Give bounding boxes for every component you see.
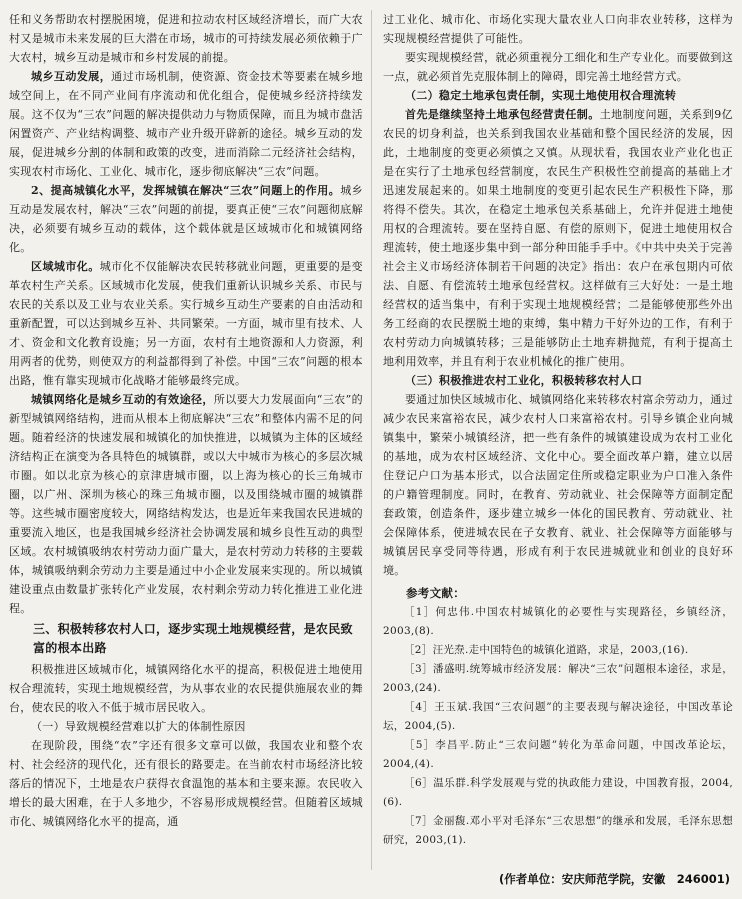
paragraph-network-body: 所以要大力发展面向“三农”的新型城镇网络结构，进而从根本上彻底解决“三农”和整体内需不足的问题。随着经济的快速发展和城镇化的加快推进，以城镇为主体的区域经济结构正在演变为各具特色的城镇群，或以大中城市为核心的多层次城市圈。如以北京为核心的京津唐城市圈，以上海为核心的长三角城市圈，以广州、深圳为核心的珠三角城市圈，以及围绕城市圈的城镇群等。这些城市圈密度较大，网络结构发达，也是近年来我国农民进城的重要流入地区，也是我国城乡经济社会协调发展和城乡良性互动的典型区域。农村城镇吸纳农村劳动力面广量大，是农村劳动力转移的主要载体，城镇吸纳剩余劳动力主要是通过中小企业发展来实现的。所以城镇建设重点由数量扩张转化产业发展，农村剩余劳动力转化推进工业化进程。	[9, 393, 363, 615]
paragraph-town-network	[9, 390, 363, 618]
reference-item: ［5］李昌平.防止“三农问题”转化为革命问题，中国改革论坛，2004,(4).	[383, 739, 733, 770]
reference-item: ［1］何忠伟.中国农村城镇化的必要性与实现路径，乡镇经济，2003,(8).	[383, 606, 733, 637]
paragraph-subsection-1: 在现阶段，围绕“农”字还有很多文章可以做，我国农业和整个农村、社会经济的现代化，还有很长的路要走。在当前农村市场经济比较落后的情况下，土地是农户获得衣食温饱的基本和主要来源。农民收入增长的最大困难，在于人多地少，不容易形成规模经营。但随着区域城市化、城镇网络化水平的提高，通	[9, 739, 363, 828]
author-affiliation: (作者单位：安庆师范学院，安徽 246001)	[498, 872, 730, 886]
paragraph-subsection-2-lead: 首先是继续坚持土地承包经营责任制。	[405, 108, 600, 121]
reference-item: ［4］王玉斌.我国“三农问题”的主要表现与解决途径，中国改革论坛，2004,(5).	[383, 701, 733, 732]
paragraph-urban-rural-lead: 城乡互动发展，	[31, 70, 112, 83]
right-column	[383, 10, 733, 850]
paragraph-network-lead: 城镇网络化是城乡互动的有效途径，	[31, 393, 214, 406]
paragraph-intro: 任和义务帮助农村摆脱困境，促进和拉动农村区域经济增长，而广大农村又是城市未来发展的巨大潜在市场，城市的可持续发展必须依赖于广大农村，城乡互动是城市和乡村发展的前提。	[9, 13, 363, 64]
paragraph-regional-lead: 区域城市化。	[31, 260, 100, 273]
subsection-3-heading: （三）积极推进农村工业化，积极转移农村人口	[405, 374, 643, 387]
paragraph-subsection-3: 要通过加快区域城市化、城镇网络化来转移农村富余劳动力，通过减少农民来富裕农民，减少农村人口来富裕农村。引导乡镇企业向城镇集中，繁荣小城镇经济，把一些有条件的城镇建设成为农村工业化的基地，成为农村区域经济、文化中心。要全面改革户籍，建立以居住登记户口为基本形式，以合法固定住所或稳定职业为户口准入条件的户籍管理制度。同时，在教育、劳动就业、社会保障等方面制定配套政策，创造条件，逐步建立城乡一体化的国民教育、劳动就业、社会保障体系，使进城农民在子女教育、就业、社会保障等方面能够与城镇居民享受同等待遇，形成有利于农民进城就业和创业的良好环境。	[383, 393, 733, 577]
column-divider	[371, 10, 372, 870]
left-column	[9, 10, 363, 831]
paragraph-point-2-body: 城乡互动是发展农村，解决“三农”问题的前提，要真正使“三农”问题彻底解决，必须要有城乡互动的载体，这个载体就是区域城市化和城镇网络化。	[9, 184, 363, 254]
paragraph-point-2-lead: 2、提高城镇化水平，发挥城镇在解决“三农”问题上的作用。	[31, 184, 341, 197]
paragraph-scale-operation: 要实现规模经营，就必须重视分工细化和生产专业化。而要做到这一点，就必须首先克服体制上的障碍，即完善土地经营方式。	[383, 51, 733, 83]
reference-item: ［6］温乐群.科学发展观与党的执政能力建设，中国教育报，2004,(6).	[383, 777, 733, 808]
reference-item: ［3］潘盛明.统筹城市经济发展：解决“三农”问题根本途径，求是，2003,(24).	[383, 663, 733, 694]
references-list	[383, 603, 733, 850]
paragraph-urban-rural-body: 通过市场机制，使资源、资金技术等要素在城乡地域空间上，在不同产业间有序流动和优化组合，促使城乡经济持续发展。这不仅为“三农”问题的解决提供动力与物质保障，而且为城市盘活闲置资产、产业结构调整、城市产业升级开辟新的途径。城乡互动的发展，促进城乡分割的体制和政策的改变，进而消除二元经济社会结构，实现农村市场化、工业化、城市化，逐步彻底解决“三农”问题。	[9, 70, 363, 178]
paragraph-urban-rural	[9, 67, 363, 181]
paragraph-section-3-intro: 积极推进区域城市化，城镇网络化水平的提高，积极促进土地使用权合理流转，实现土地规模经营，为从事农业的农民提供施展农业的舞台，使农民的收入不低于城市居民收入。	[9, 663, 363, 714]
reference-item: ［7］金丽馥.邓小平对毛泽东“三农思想”的继承和发展，毛泽东思想研究，2003,(1).	[383, 815, 733, 846]
subsection-1-heading: （一）导致规模经营难以扩大的体制性原因	[31, 720, 246, 733]
paragraph-regional-urbanization	[9, 257, 363, 390]
reference-item: ［2］汪光焘.走中国特色的城镇化道路，求是，2003,(16).	[404, 644, 689, 656]
paragraph-subsection-2-body: 土地制度问题，关系到9亿农民的切身利益，也关系到我国农业基础和整个国民经济的发展，因此，土地制度的变更必须慎之又慎。从现状看，我国农业产业化也正是在实行了土地承包经营制度，农民生产积极性空前提高的基础上才迅速发展起来的。如果土地制度的变更引起农民生产积极性下降，那将得不偿失。其次，在稳定土地承包关系基础上，允许并促进土地使用权的合理流转。要在坚持自愿、有偿的原则下，促进土地使用权合理流转，使土地逐步集中到一部分种田能手手中。《中共中央关于完善社会主义市场经济体制若干问题的决定》指出：农户在承包期内可依法、自愿、有偿流转土地承包经营权。这样做有三大好处：一是土地经营权的适当集中，有利于实现土地规模经营；二是能够使那些外出务工经商的农民摆脱土地的束缚，集中精力干好外边的工作，有利于农村劳动力向城镇转移；三是能够防止土地弃耕抛荒，有利于提高土地利用效率，并且有利于农业机械化的推广使用。	[383, 108, 733, 368]
paragraph-subsection-2	[383, 105, 733, 371]
paragraph-continuation: 过工业化、城市化、市场化实现大量农业人口向非农业转移，这样为实现规模经营提供了可能性。	[383, 13, 733, 45]
paragraph-regional-body: 城市化不仅能解决农民转移就业问题，更重要的是变革农村生产关系。区域城市化发展，使我们重新认识城乡关系、市民与农民的关系以及工业与农业关系。实行城乡互动生产要素的自由活动和重新配置，可以达到城乡互补、共同繁荣。一方面，城市里有技术、人才、资金和文化教育设施；另一方面，农村有土地资源和人力资源，利用两者的优势，则使双方的利益都得到了补偿。中国“三农”问题的根本出路，惟有靠实现城市化战略才能够最终完成。	[9, 260, 363, 387]
references-title: 参考文献：	[406, 586, 465, 600]
section-3-heading: 三、积极转移农村人口，逐步实现土地规模经营，是农民致富的根本出路	[33, 622, 353, 655]
paragraph-point-2	[9, 181, 363, 257]
subsection-2-heading: （二）稳定土地承包责任制，实现土地使用权合理流转	[405, 89, 677, 102]
